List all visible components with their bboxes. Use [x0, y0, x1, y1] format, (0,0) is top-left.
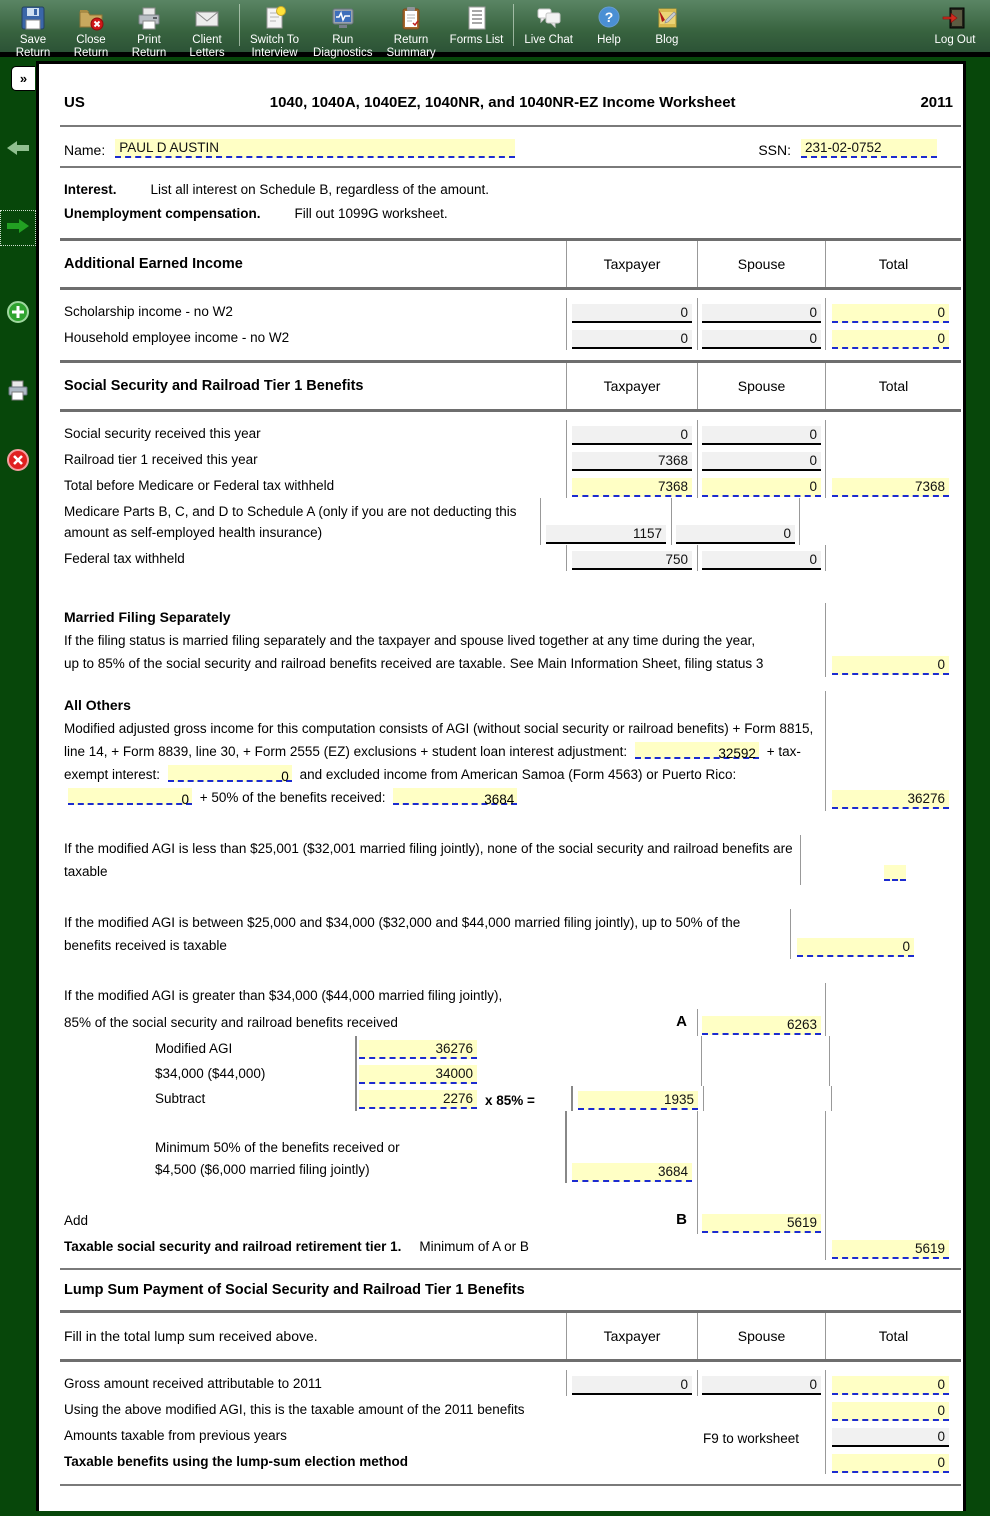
- aei-rows: [60, 290, 961, 360]
- printer-icon: [135, 2, 163, 34]
- form-year: 2011: [920, 94, 953, 111]
- mid-threshold-block: [60, 909, 961, 959]
- high-threshold-line2: 85% of the social security and railroad benefits received: [64, 1015, 398, 1030]
- close-return-button[interactable]: [62, 1, 120, 61]
- ss-table-header: [60, 360, 961, 412]
- return-summary-button[interactable]: [379, 1, 442, 61]
- col-total: Total: [825, 241, 961, 287]
- plus-circle-icon: [6, 300, 30, 329]
- button-label: Forms List: [449, 34, 504, 46]
- button-label: Log Out: [934, 34, 976, 46]
- fed-withheld-taxpayer-field[interactable]: 750: [572, 551, 692, 570]
- lump-rows: [60, 1362, 961, 1484]
- left-sidebar: [0, 57, 36, 1511]
- forms-list-button[interactable]: [443, 1, 511, 48]
- excluded-income-field[interactable]: 0: [68, 788, 192, 805]
- button-label: Return: [15, 47, 51, 59]
- button-label: Interview: [251, 47, 298, 59]
- col-taxpayer: Taxpayer: [566, 241, 697, 287]
- f9-to-worksheet-link[interactable]: F9 to worksheet: [702, 1431, 799, 1446]
- col-total: Total: [825, 363, 961, 409]
- mfs-text: If the filing status is married filing separately and the taxpayer and spouse lived together at any time during the year, up to 85% of the social security and railroad benefits received are taxable. See Main Information Sheet, filing status 3: [64, 633, 764, 671]
- letter-b-label: B: [676, 1211, 687, 1228]
- min-a-or-b-label: Minimum of A or B: [419, 1239, 529, 1254]
- divider: [60, 1484, 961, 1486]
- print-form-button[interactable]: [5, 379, 31, 405]
- back-arrow-button[interactable]: [5, 137, 31, 163]
- table-row: [60, 324, 961, 350]
- form-title-row: [60, 64, 961, 125]
- back-arrow-icon: [6, 139, 30, 162]
- lump-previous-years-field[interactable]: 0: [832, 1428, 949, 1447]
- printer-icon: [6, 378, 30, 407]
- help-button[interactable]: [580, 1, 638, 48]
- main-toolbar: [0, 0, 990, 57]
- col-total: Total: [825, 1313, 961, 1359]
- forms-list-icon: [463, 2, 491, 34]
- taxable-ss-label: Taxable social security and railroad retirement tier 1.: [64, 1239, 402, 1254]
- taxable-ss-total-field[interactable]: 5619: [832, 1240, 949, 1259]
- table-row: [60, 472, 961, 498]
- toolbar-divider: [239, 4, 240, 46]
- mid-threshold-text: If the modified AGI is between $25,000 and $34,000 ($32,000 and $44,000 married filing jointly), up to 50% of the benefits received is taxable: [64, 915, 741, 953]
- interest-label: Interest.: [64, 182, 117, 197]
- low-threshold-text: If the modified AGI is less than $25,001 ($32,001 married filing jointly), none of the social security and railroad benefits are taxable: [64, 841, 793, 879]
- button-label: Return: [131, 47, 167, 59]
- threshold-cap-label: $34,000 ($44,000): [155, 1066, 266, 1081]
- lump-taxable-2011-field[interactable]: 0: [832, 1402, 949, 1421]
- minimum-line2: $4,500 ($6,000 married filing jointly): [155, 1162, 370, 1177]
- instructions-block: [60, 168, 961, 238]
- ssn-label: SSN:: [758, 142, 791, 158]
- low-threshold-block: [60, 835, 961, 885]
- magi-agi-field[interactable]: 32592: [635, 742, 759, 759]
- amount-a-field[interactable]: 6263: [702, 1016, 821, 1035]
- letter-a-label: A: [676, 1013, 687, 1030]
- table-row: [60, 420, 961, 446]
- row-label: Social security received this year: [64, 426, 261, 441]
- add-label: Add: [64, 1213, 89, 1228]
- button-label: Summary: [386, 47, 436, 59]
- lump-gross-total-field[interactable]: 0: [832, 1376, 949, 1395]
- col-taxpayer: Taxpayer: [566, 1313, 697, 1359]
- row-label: Medicare Parts B, C, and D to Schedule A (only if you are not deducting this amount as self-employed health insurance): [64, 504, 517, 540]
- lump-caption: Fill in the total lump sum received above.: [64, 1328, 318, 1344]
- all-others-block: [60, 691, 961, 811]
- worksheet-page: [36, 61, 966, 1511]
- unemployment-label: Unemployment compensation.: [64, 206, 261, 221]
- blog-scroll-icon: [653, 2, 681, 34]
- half-benefits-field[interactable]: 3684: [393, 788, 517, 805]
- lump-gross-taxpayer-field[interactable]: 0: [572, 1376, 692, 1395]
- table-row: [60, 446, 961, 472]
- col-spouse: Spouse: [697, 1313, 825, 1359]
- lump-gross-spouse-field[interactable]: 0: [702, 1376, 821, 1395]
- subtract-label: Subtract: [155, 1091, 206, 1106]
- minimum-benefits-field[interactable]: 3684: [572, 1163, 692, 1182]
- medicare-spouse-field[interactable]: 0: [676, 525, 795, 544]
- medicare-taxpayer-field[interactable]: 1157: [546, 525, 666, 544]
- row-label: Scholarship income - no W2: [64, 304, 233, 319]
- lump-sum-title: Lump Sum Payment of Social Security and Railroad Tier 1 Benefits: [64, 1282, 525, 1298]
- button-label: Print: [137, 34, 161, 46]
- row-label: Amounts taxable from previous years: [64, 1428, 287, 1443]
- chevron-double-right-icon: »: [19, 71, 28, 86]
- help-question-icon: [595, 2, 623, 34]
- row-label: Using the above modified AGI, this is the taxable amount of the 2011 benefits: [64, 1402, 525, 1417]
- ss-rows: [60, 412, 961, 581]
- save-icon: [19, 2, 47, 34]
- forward-arrow-button[interactable]: [5, 215, 31, 241]
- magi-text-2: + tax-exempt interest:: [64, 744, 801, 782]
- switch-to-interview-button[interactable]: [243, 1, 306, 61]
- ssn-field[interactable]: 231-02-0752: [801, 139, 937, 158]
- add-form-button[interactable]: [5, 301, 31, 327]
- button-label: Blog: [655, 34, 679, 46]
- table-row: [60, 298, 961, 324]
- form-country: US: [64, 94, 85, 111]
- unemployment-text: Fill out 1099G worksheet.: [294, 206, 448, 221]
- envelope-icon: [193, 2, 221, 34]
- amount-b-field[interactable]: 5619: [702, 1214, 821, 1233]
- tax-exempt-field[interactable]: 0: [168, 765, 292, 782]
- row-label: Railroad tier 1 received this year: [64, 452, 258, 467]
- clipboard-icon: [397, 2, 425, 34]
- client-letters-button[interactable]: [178, 1, 236, 61]
- page-title: 1040, 1040A, 1040EZ, 1040NR, and 1040NR-EZ Income Worksheet: [269, 94, 736, 111]
- logout-door-icon: [941, 2, 969, 34]
- aei-household-total-field[interactable]: 0: [832, 330, 949, 349]
- ss-received-taxpayer-field[interactable]: 0: [572, 426, 692, 445]
- button-label: Save: [19, 34, 47, 46]
- lump-election-method-field[interactable]: 0: [832, 1454, 949, 1473]
- row-label: Taxable benefits using the lump-sum election method: [64, 1454, 409, 1469]
- ss-total-before-total-field[interactable]: 7368: [832, 478, 949, 497]
- table-row: [60, 1396, 961, 1422]
- delete-form-button[interactable]: [5, 449, 31, 475]
- name-field[interactable]: PAUL D AUSTIN: [115, 139, 515, 158]
- button-label: Client: [192, 34, 222, 46]
- print-return-button[interactable]: [120, 1, 178, 61]
- comp-subtract-field[interactable]: 2276: [359, 1090, 477, 1109]
- aei-household-spouse-field[interactable]: 0: [702, 330, 821, 349]
- identity-row: [60, 127, 961, 166]
- fed-withheld-spouse-field[interactable]: 0: [702, 551, 821, 570]
- sidebar-expand-tab[interactable]: [11, 66, 35, 91]
- all-others-title: All Others: [64, 697, 131, 713]
- forward-arrow-icon: [6, 217, 30, 240]
- row-label: Gross amount received attributable to 2011: [64, 1376, 322, 1391]
- name-label: Name:: [64, 142, 106, 158]
- save-return-button[interactable]: [4, 1, 62, 61]
- button-label: Live Chat: [524, 34, 573, 46]
- lump-table-header: [60, 1310, 961, 1362]
- live-chat-button[interactable]: [517, 1, 580, 48]
- x-circle-icon: [6, 448, 30, 477]
- svg-text:?: ?: [604, 9, 614, 25]
- high-threshold-line1: If the modified AGI is greater than $34,000 ($44,000 married filing jointly),: [64, 988, 503, 1003]
- button-label: Close: [76, 34, 106, 46]
- times-85-label: x 85% =: [485, 1093, 535, 1108]
- ss-title: Social Security and Railroad Tier 1 Benefits: [64, 378, 364, 394]
- none-taxable-indicator-field[interactable]: [884, 865, 906, 881]
- high-threshold-block: [60, 983, 961, 1260]
- ss-total-before-spouse-field[interactable]: 0: [702, 478, 821, 497]
- button-label: Return: [73, 47, 109, 59]
- aei-scholarship-spouse-field[interactable]: 0: [702, 304, 821, 323]
- aei-scholarship-total-field[interactable]: 0: [832, 304, 949, 323]
- rr-tier1-taxpayer-field[interactable]: 7368: [572, 452, 692, 471]
- run-diagnostics-button[interactable]: [306, 1, 379, 61]
- button-label: Run: [332, 34, 354, 46]
- ss-received-spouse-field[interactable]: 0: [702, 426, 821, 445]
- blog-button[interactable]: [638, 1, 696, 48]
- table-row: [60, 498, 961, 545]
- col-spouse: Spouse: [697, 363, 825, 409]
- comp-threshold-field[interactable]: 34000: [359, 1065, 477, 1084]
- modified-agi-total-field[interactable]: 36276: [832, 790, 949, 809]
- magi-text-3: and excluded income from American Samoa (Form 4563) or Puerto Rico:: [299, 767, 737, 782]
- workspace: [0, 57, 990, 1511]
- table-row: [60, 1422, 961, 1448]
- fifty-pct-taxable-field[interactable]: 0: [797, 938, 914, 957]
- magi-text-4: + 50% of the benefits received:: [199, 790, 386, 805]
- mfs-taxable-field[interactable]: 0: [832, 656, 949, 675]
- col-spouse: Spouse: [697, 241, 825, 287]
- close-folder-icon: [77, 2, 105, 34]
- button-label: Help: [597, 34, 621, 46]
- log-out-button[interactable]: [926, 1, 984, 48]
- button-label: Return: [393, 34, 429, 46]
- interest-text: List all interest on Schedule B, regardless of the amount.: [150, 182, 489, 197]
- button-label: Diagnostics: [313, 47, 373, 59]
- ss-total-before-taxpayer-field[interactable]: 7368: [572, 478, 692, 497]
- button-label: Switch To: [250, 34, 300, 46]
- interview-page-icon: [261, 2, 289, 34]
- modified-agi-label: Modified AGI: [155, 1041, 233, 1056]
- table-row: [60, 1448, 961, 1474]
- comp-modified-agi-field[interactable]: 36276: [359, 1040, 477, 1059]
- row-label: Household employee income - no W2: [64, 330, 290, 345]
- aei-household-taxpayer-field[interactable]: 0: [572, 330, 692, 349]
- table-row: [60, 1370, 961, 1396]
- button-label: Letters: [189, 47, 225, 59]
- minimum-line1: Minimum 50% of the benefits received or: [155, 1140, 400, 1155]
- diagnostics-monitor-icon: [329, 2, 357, 34]
- subtract-result-field[interactable]: 1935: [578, 1091, 698, 1110]
- row-label: Total before Medicare or Federal tax withheld: [64, 478, 335, 493]
- all-others-paragraph: [64, 717, 819, 809]
- rr-tier1-spouse-field[interactable]: 0: [702, 452, 821, 471]
- table-row: [60, 545, 961, 571]
- aei-scholarship-taxpayer-field[interactable]: 0: [572, 304, 692, 323]
- magi-text-1: Modified adjusted gross income for this computation consists of AGI (without social security or railroad benefits) + Form 8815, line 14, + Form 8839, line 30, + Form 2555 (EZ) exclusions + student loan interest adjustment:: [64, 721, 814, 759]
- toolbar-divider: [513, 4, 514, 46]
- chat-bubbles-icon: [535, 2, 563, 34]
- mfs-title: Married Filing Separately: [64, 609, 231, 625]
- col-taxpayer: Taxpayer: [566, 363, 697, 409]
- aei-title: Additional Earned Income: [64, 256, 243, 272]
- aei-table-header: [60, 238, 961, 290]
- mfs-block: [60, 603, 961, 677]
- row-label: Federal tax withheld: [64, 551, 185, 566]
